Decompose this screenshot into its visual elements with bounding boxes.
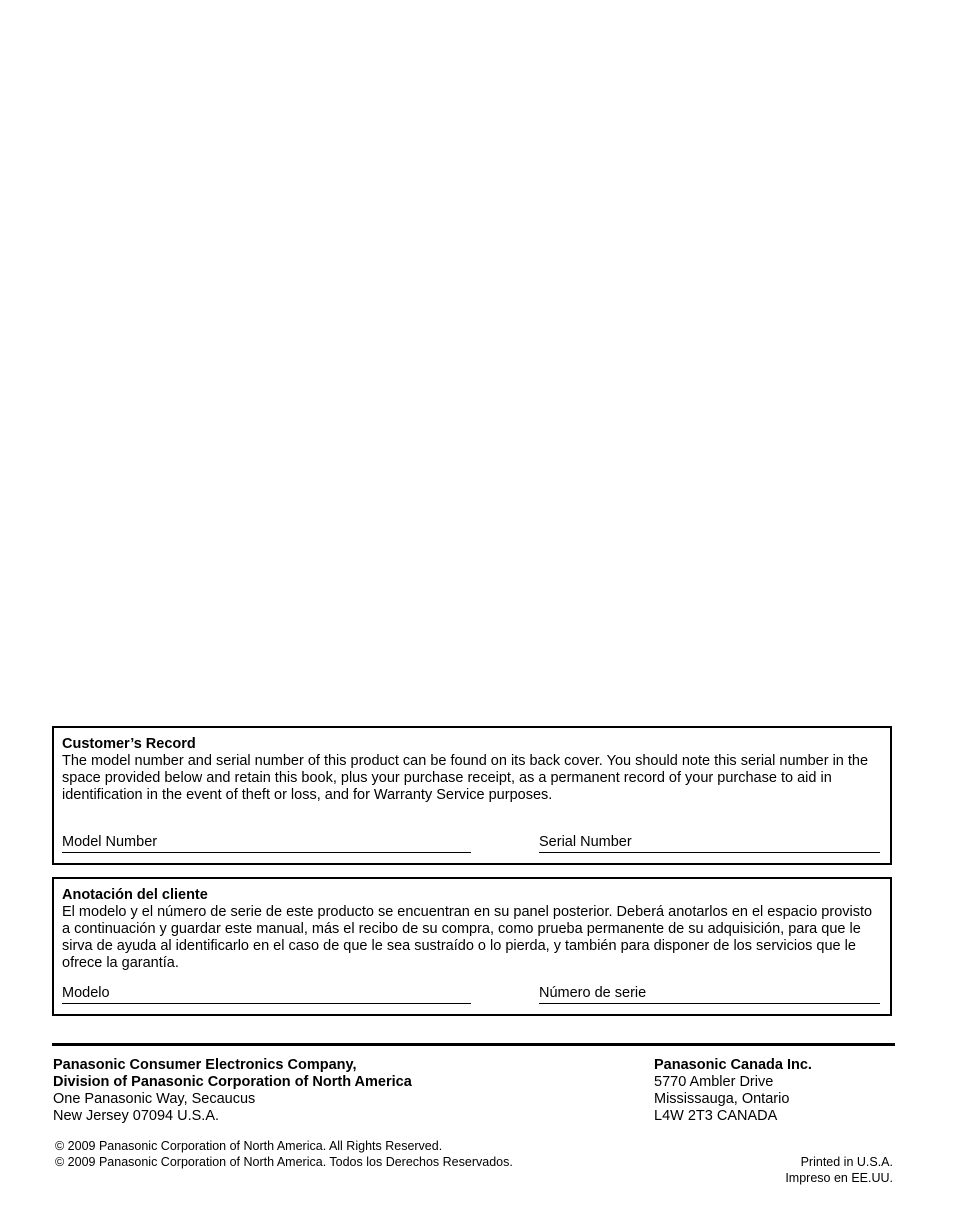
printed-in-usa: Printed in U.S.A. [800, 1155, 893, 1169]
canada-company-name: Panasonic Canada Inc. [654, 1057, 812, 1073]
canada-address-line3: L4W 2T3 CANADA [654, 1108, 778, 1124]
customer-record-title: Customer’s Record [62, 736, 196, 752]
model-number-label: Model Number [62, 834, 158, 850]
divider-rule [52, 1043, 895, 1046]
serial-number-label: Serial Number [539, 834, 632, 850]
us-company-name: Panasonic Consumer Electronics Company, [53, 1057, 357, 1073]
numero-de-serie-label: Número de serie [539, 985, 647, 1001]
us-address [53, 1057, 412, 1125]
modelo-label: Modelo [62, 985, 110, 1001]
copyright-en: © 2009 Panasonic Corporation of North America. All Rights Reserved. [55, 1139, 443, 1153]
canada-address-line1: 5770 Ambler Drive [654, 1074, 774, 1090]
serial-number-field[interactable] [539, 834, 880, 853]
anotacion-box [52, 877, 892, 1016]
canada-address [654, 1057, 812, 1125]
numero-de-serie-field[interactable] [539, 985, 880, 1004]
copyright-es: © 2009 Panasonic Corporation of North America. Todos los Derechos Reservados. [55, 1155, 513, 1169]
anotacion-title: Anotación del cliente [62, 887, 208, 903]
canada-address-line2: Mississauga, Ontario [654, 1091, 790, 1107]
us-address-line2: New Jersey 07094 U.S.A. [53, 1108, 220, 1124]
us-address-line1: One Panasonic Way, Secaucus [53, 1091, 256, 1107]
impreso-en-eeuu: Impreso en EE.UU. [785, 1171, 893, 1185]
model-number-field[interactable] [62, 834, 471, 853]
customer-record-box [52, 726, 892, 865]
us-division-name: Division of Panasonic Corporation of North America [53, 1074, 412, 1090]
customer-record-text: The model number and serial number of this product can be found on its back cover. You should note this serial number in the space provided below and retain this book, plus your purchase receipt, as a permanent record of your purchase to aid in identification in the event of theft or loss, and for Warranty Service purposes. [62, 753, 869, 803]
modelo-field[interactable] [62, 985, 471, 1004]
anotacion-text: El modelo y el número de serie de este producto se encuentran en su panel posterior. Deberá anotarlos en el espacio provisto a continuación y guardar este manual, más el recibo de su compra, como prueba permanente de su adquisición, para que le sirva de ayuda al identificarlo en el caso de que le sea sustraído o lo pierda, y también para disponer de los servicios que le ofrece la garantía. [62, 904, 873, 971]
